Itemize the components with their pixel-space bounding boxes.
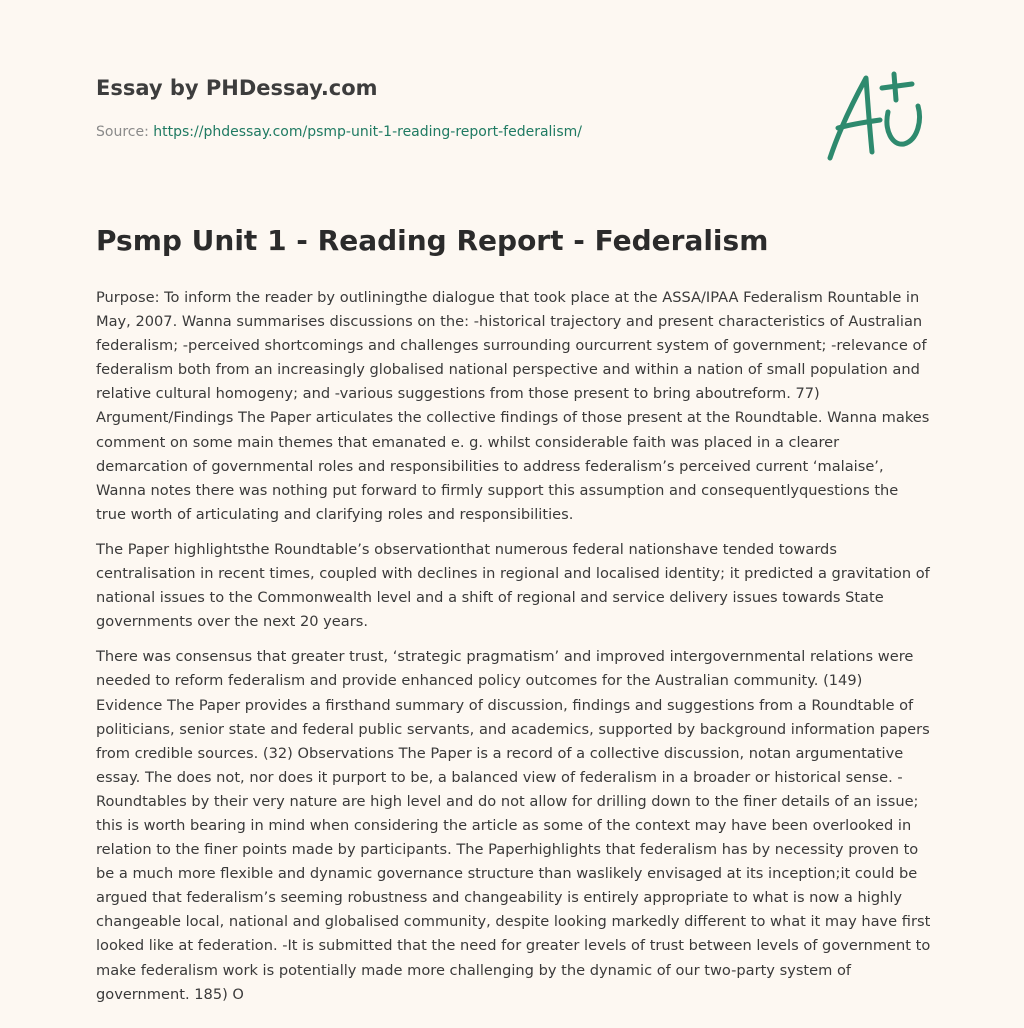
source-line xyxy=(96,124,582,140)
essay-title: Psmp Unit 1 - Reading Report - Federalism xyxy=(96,224,769,257)
a-plus-logo-icon xyxy=(822,66,930,170)
essay-paragraph-1: Purpose: To inform the reader by outliningthe dialogue that took place at the ASSA/IPAA Federalism Rountable in May, 2007. Wanna summarises discussions on the: -historical trajectory and present characteristics of Australian federalism; -perceived shortcomings and challenges surrounding ourcurrent system of government; -relevance of federalism both from an increasingly globalised national perspective and within a nation of small population and relative cultural homogeny; and -various suggestions from those present to bring aboutreform. 77) Argument/Findings The Paper articulates the collective findings of those present at the Roundtable. Wanna makes comment on some main themes that emanated e. g. whilst considerable faith was placed in a clearer demarcation of governmental roles and responsibilities to address federalism’s perceived current ‘malaise’, Wanna notes there was nothing put forward to firmly support this assumption and consequentlyquestions the true worth of articulating and clarifying roles and responsibilities. xyxy=(96,289,930,523)
source-label: Source: xyxy=(96,124,149,140)
essay-paragraph-3: There was consensus that greater trust, ‘strategic pragmatism’ and improved intergovernmental relations were needed to reform federalism and provide enhanced policy outcomes for the Australian community. (149) Evidence The Paper provides a firsthand summary of discussion, findings and suggestions from a Roundtable of politicians, senior state and federal public servants, and academics, supported by background information papers from credible sources. (32) Observations The Paper is a record of a collective discussion, notan argumentative essay. The does not, nor does it purport to be, a balanced view of federalism in a broader or historical sense. -Roundtables by their very nature are high level and do not allow for drilling down to the finer details of an issue; this is worth bearing in mind when considering the article as some of the context may have been overlooked in relation to the finer points made by participants. The Paperhighlights that federalism has by necessity proven to be a much more flexible and dynamic governance structure than waslikely envisaged at its inception;it could be argued that federalism’s seeming robustness and changeability is entirely appropriate to what is now a highly changeable local, national and globalised community, despite looking markedly different to what it may have first looked like at federation. -It is submitted that the need for greater levels of trust between levels of government to make federalism work is potentially made more challenging by the dynamic of our two-party system of government. 185) O xyxy=(96,648,931,1003)
essay-body xyxy=(96,286,932,1018)
site-title: Essay by PHDessay.com xyxy=(96,76,378,100)
source-link[interactable]: https://phdessay.com/psmp-unit-1-reading-report-federalism/ xyxy=(153,124,582,140)
essay-paragraph-2: The Paper highlightsthe Roundtable’s observationthat numerous federal nationshave tended towards centralisation in recent times, coupled with declines in regional and localised identity; it predicted a gravitation of national issues to the Commonwealth level and a shift of regional and service delivery issues towards State governments over the next 20 years. xyxy=(96,540,930,631)
